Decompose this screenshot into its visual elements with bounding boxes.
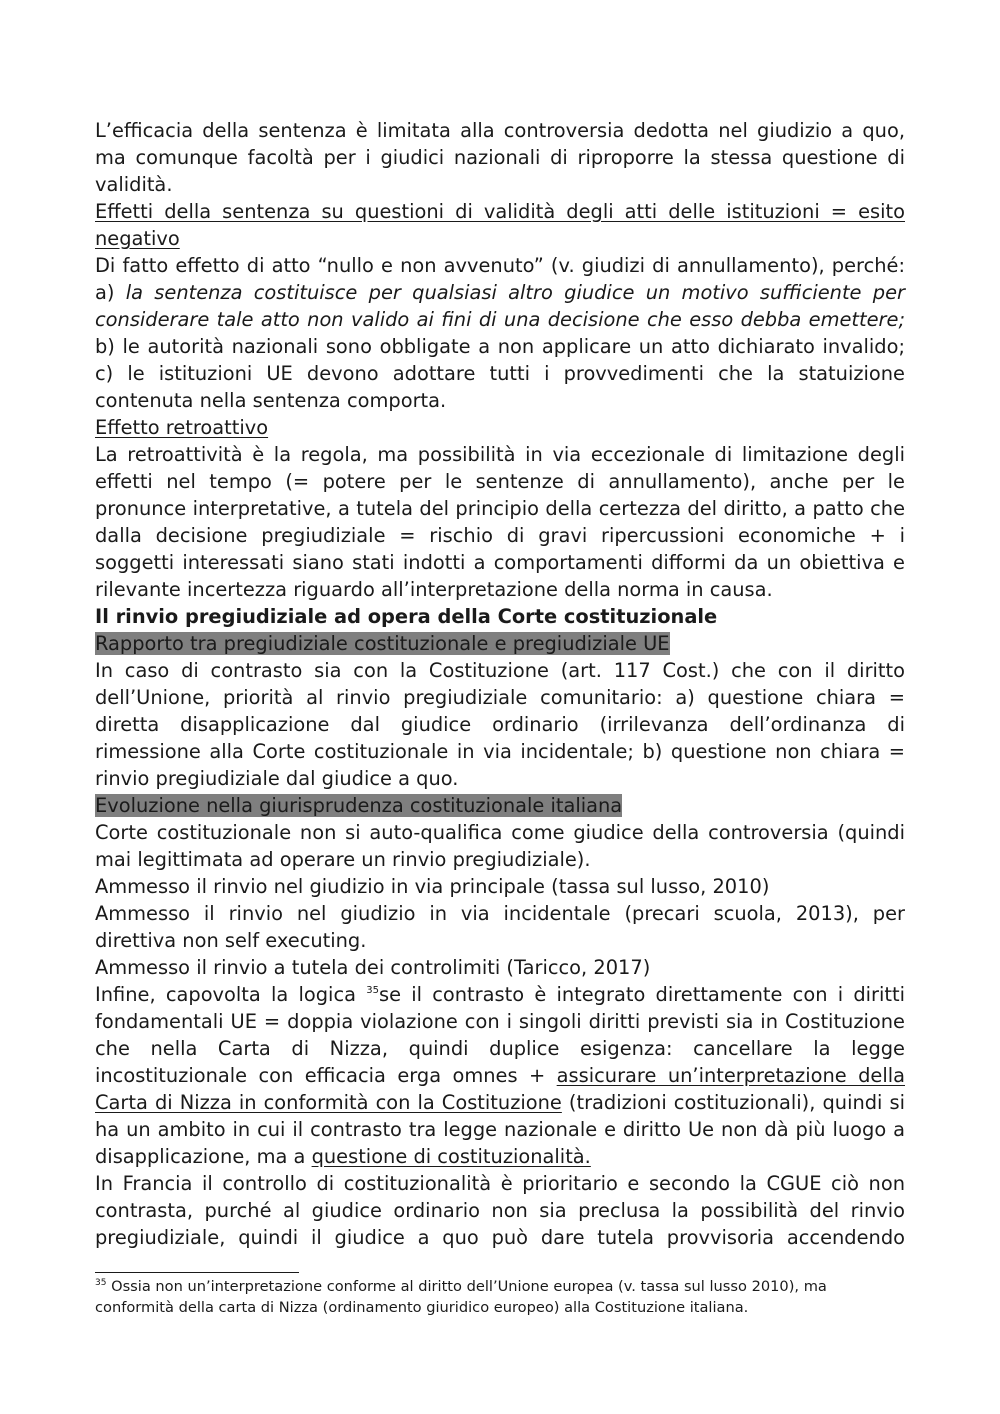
subheading-effetto-retroattivo <box>95 414 905 441</box>
paragraph-effetto-nullo-rest: b) le autorità nazionali sono obbligate a non applicare un atto dichiarato invalido; c) le istituzioni UE devono adottare tutti i provvedimenti che la statuizione contenuta nella sentenza comporta. <box>95 335 905 412</box>
paragraph-retroattivita: La retroattività è la regola, ma possibilità in via eccezionale di limitazione degli effetti nel tempo (= potere per le sentenze di annullamento), anche per le pronunce interpretative, a tutela del principio della certezza del diritto, a patto che dalla decisione pregiudiziale = rischio di gravi ripercussioni economiche + i soggetti interessati siano stati indotti a comportamenti difformi da un obiettiva e rilevante incertezza riguardo all’interpretazione della norma in causa. <box>95 443 905 601</box>
paragraph-via-incidentale: Ammesso il rinvio nel giudizio in via incidentale (precari scuola, 2013), per direttiva non self executing. <box>95 902 905 952</box>
subheading-effetti-sentenza-text: Effetti della sentenza su questioni di validità degli atti delle istituzioni = esito negativo <box>95 200 905 250</box>
paragraph-infine-underline-1: assicurare un’interpretazione della Carta di Nizza in conformità con la Costituzione <box>95 1064 905 1114</box>
paragraph-infine-underline-2: questione di costituzionalità. <box>311 1145 591 1168</box>
paragraph-effetto-nullo-italic: la sentenza costituisce per qualsiasi altro giudice un motivo sufficiente per considerare tale atto non valido ai fini di una decisione che esso debba emettere; <box>95 281 905 331</box>
paragraph-francia: In Francia il controllo di costituzionalità è prioritario e secondo la CGUE ciò non contrasta, purché al giudice ordinario non sia preclusa la possibilità del rinvio pregiudiziale, quindi il giudice a quo può dare tutela provvisoria accendendo <box>95 1172 905 1249</box>
footnote-separator <box>95 1272 299 1273</box>
footnote-number: 35 <box>95 1278 107 1288</box>
footnote-text: Ossia non un’interpretazione conforme al diritto dell’Unione europea (v. tassa sul lusso 2010), ma conformità della carta di Nizza (ordinamento giuridico europeo) alla Costituzione italiana. <box>95 1278 827 1316</box>
subheading-evoluzione <box>95 792 905 819</box>
paragraph-controlimiti: Ammesso il rinvio a tutela dei controlimiti (Taricco, 2017) <box>95 956 651 979</box>
paragraph-effetto-nullo-intro: Di fatto effetto di atto “nullo e non avvenuto” (v. giudizi di annullamento), perché: a) <box>95 254 905 304</box>
paragraph-contrasto: In caso di contrasto sia con la Costituzione (art. 117 Cost.) che con il diritto dell’Unione, priorità al rinvio pregiudiziale comunitario: a) questione chiara = diretta disapplicazione dal giudice ordinario (irrilevanza dell’ordinanza di rimessione alla Corte costituzionale in via incidentale; b) questione non chiara = rinvio pregiudiziale dal giudice a quo. <box>95 659 905 790</box>
paragraph-infine <box>95 981 905 1170</box>
subheading-effetto-retroattivo-text: Effetto retroattivo <box>95 416 269 439</box>
paragraph-corte: Corte costituzionale non si auto-qualifica come giudice della controversia (quindi mai legittimata ad operare un rinvio pregiudiziale). <box>95 821 905 871</box>
paragraph-via-principale: Ammesso il rinvio nel giudizio in via principale (tassa sul lusso, 2010) <box>95 875 770 898</box>
paragraph-efficacia: L’efficacia della sentenza è limitata alla controversia dedotta nel giudizio a quo, ma comunque facoltà per i giudici nazionali di riproporre la stessa questione di validità. <box>95 119 905 196</box>
section-title: Il rinvio pregiudiziale ad opera della Corte costituzionale <box>95 605 718 628</box>
subheading-rapporto <box>95 630 905 657</box>
subheading-evoluzione-text: Evoluzione nella giurisprudenza costituzionale italiana <box>95 794 623 817</box>
subheading-rapporto-text: Rapporto tra pregiudiziale costituzionale e pregiudiziale UE <box>95 632 670 655</box>
footnote <box>95 1276 905 1318</box>
paragraph-infine-middle: se il contrasto è integrato direttamente con i diritti fondamentali UE = doppia violazione con i singoli diritti previsti sia in Costituzione che nella Carta di Nizza, quindi duplice esigenza: cancellare la legge incostituzionale con efficacia erga omnes + <box>95 983 905 1087</box>
paragraph-infine-continued: (tradizioni costituzionali), quindi si ha un ambito in cui il contrasto tra legge nazionale e diritto Ue non dà più luogo a disapplicazione, ma a <box>95 1091 905 1168</box>
footnote-reference[interactable]: 35 <box>366 985 379 996</box>
paragraph-effetto-nullo <box>95 252 905 414</box>
subheading-effetti-sentenza <box>95 198 905 252</box>
body-text <box>95 117 905 1251</box>
paragraph-infine-start: Infine, capovolta la logica <box>95 983 367 1006</box>
